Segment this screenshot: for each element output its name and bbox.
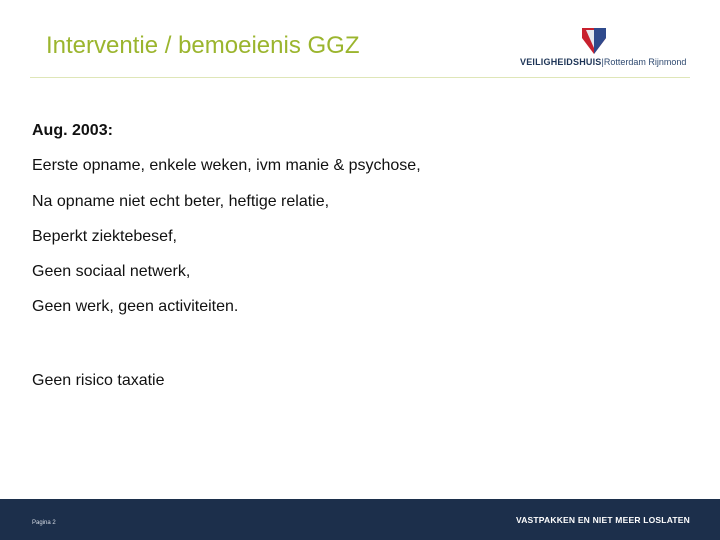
logo-text: VEILIGHEIDSHUIS|Rotterdam Rijnmond: [520, 57, 687, 67]
case-line: Geen werk, geen activiteiten.: [32, 298, 239, 315]
case-line: Geen sociaal netwerk,: [32, 263, 191, 280]
page-number: Pagina 2: [32, 520, 56, 526]
slide-title: Interventie / bemoeienis GGZ: [46, 32, 360, 59]
footer-tagline: VASTPAKKEN EN NIET MEER LOSLATEN: [515, 515, 690, 525]
logo-region: Rotterdam Rijnmond: [603, 57, 687, 67]
case-line: Eerste opname, enkele weken, ivm manie & psychose,: [32, 157, 421, 174]
logo: [520, 28, 695, 70]
title-divider: [30, 77, 690, 78]
case-line: Na opname niet echt beter, heftige relatie,: [32, 193, 330, 210]
case-date-heading: Aug. 2003:: [32, 122, 113, 139]
case-line: Beperkt ziektebesef,: [32, 228, 177, 245]
veiligheidshuis-v-logo-icon: [582, 28, 606, 54]
case-note: Geen risico taxatie: [32, 372, 165, 389]
logo-brand: VEILIGHEIDSHUIS: [520, 57, 602, 67]
footer-bar: [0, 499, 720, 540]
